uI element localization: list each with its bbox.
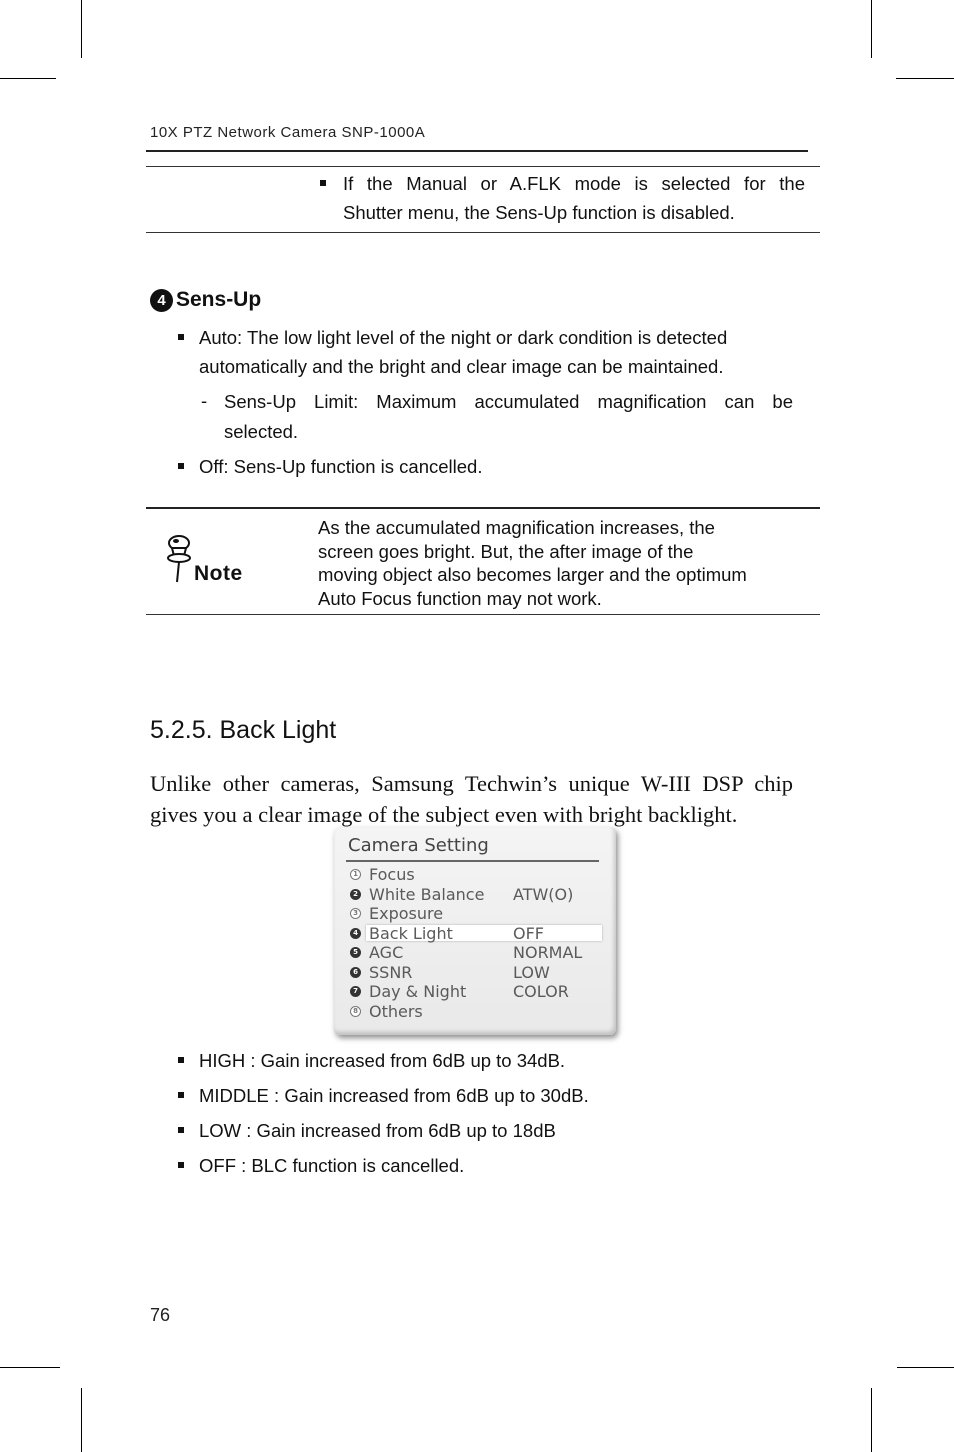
menu-item-day-night [348,982,608,1001]
menu-title: Camera Setting [348,835,489,856]
menu-item-value: LOW [513,962,550,982]
note-line1: As the accumulated magnification increases, the [318,517,715,538]
crop-mark [81,1388,82,1452]
auto-line1: Auto: The low light level of the night or dark condition is detected [199,327,728,348]
shutter-note-line1: If the Manual or A.FLK mode is selected for the [343,173,805,194]
section-paragraph [150,768,793,830]
bullet-square-icon [178,463,184,469]
option-high: HIGH : Gain increased from 6dB up to 34dB. [199,1050,566,1071]
circled-number-icon: 4 [150,289,173,312]
menu-item-label: SSNR [369,962,413,982]
note-label: Note [194,562,243,585]
menu-item-label: Back Light [369,923,453,943]
page-number: 76 [150,1305,171,1325]
crop-mark [0,78,56,79]
bullet-square-icon [178,1162,184,1168]
note-rule-bottom [146,614,820,615]
bullet-square-icon [178,1092,184,1098]
menu-item-others [348,1002,608,1021]
menu-number-icon: 3 [350,908,361,919]
bullet-square-icon [178,1057,184,1063]
paragraph-line2: gives you a clear image of the subject even with bright backlight. [150,802,738,827]
header-rule [146,150,808,152]
section-title: 5.2.5. Back Light [150,716,337,744]
menu-item-value: ATW(O) [513,884,574,904]
menu-number-icon: 4 [350,928,361,939]
menu-number-icon: 2 [350,889,361,900]
menu-number-icon: 6 [350,967,361,978]
bullet-square-icon [178,334,184,340]
note-line2: screen goes bright. But, the after image of the [318,540,694,562]
menu-item-label: Exposure [369,904,444,923]
camera-setting-menu [334,827,616,1035]
menu-number-icon: 1 [350,869,361,880]
crop-mark [897,1367,954,1368]
menu-item-back-light [348,924,608,943]
auto-line2: automatically and the bright and clear image can be maintained. [199,356,724,377]
menu-item-value: NORMAL [513,943,583,962]
table-rule-bottom [146,232,820,233]
menu-item-label: Others [369,1001,423,1021]
menu-item-label: White Balance [369,884,485,904]
pushpin-icon [163,534,195,584]
menu-item-label: Day & Night [369,982,467,1001]
menu-item-label: Focus [369,865,415,884]
shutter-note-line2: Shutter menu, the Sens-Up function is disabled. [343,202,735,223]
menu-title-rule [346,860,599,862]
sens-up-title: Sens-Up [176,288,262,311]
option-off: OFF : BLC function is cancelled. [199,1155,465,1176]
crop-mark [896,78,954,79]
note-line4: Auto Focus function may not work. [318,587,602,609]
bullet-square-icon [178,1127,184,1133]
menu-item-ssnr [348,963,608,982]
option-middle: MIDDLE : Gain increased from 6dB up to 30dB. [199,1085,589,1106]
menu-item-exposure [348,904,608,923]
menu-item-agc [348,943,608,962]
running-header: 10X PTZ Network Camera SNP-1000A [150,124,426,141]
dash-marker: - [201,390,208,411]
menu-item-white-balance [348,885,608,904]
off-line: Off: Sens-Up function is cancelled. [199,456,483,477]
menu-number-icon: 8 [350,1006,361,1017]
option-low: LOW : Gain increased from 6dB up to 18dB [199,1120,556,1141]
menu-item-label: AGC [369,943,404,962]
note-line3: moving object also becomes larger and the optimum [318,564,747,585]
menu-item-value: OFF [513,923,544,943]
note-text [318,516,808,610]
paragraph-line1: Unlike other cameras, Samsung Techwin’s unique W-III DSP chip [150,771,793,796]
crop-mark [81,0,82,58]
table-rule-top [146,166,820,167]
note-rule-top [146,507,820,509]
sens-up-limit-line1: Sens-Up Limit: Maximum accumulated magnification can be [224,391,793,412]
bullet-square-icon [320,180,326,186]
crop-mark [0,1367,60,1368]
menu-number-icon: 5 [350,947,361,958]
crop-mark [871,1388,872,1452]
menu-item-value: COLOR [513,982,569,1001]
crop-mark [871,0,872,58]
menu-number-icon: 7 [350,986,361,997]
menu-item-focus [348,865,608,884]
sens-up-limit-line2: selected. [224,421,299,442]
